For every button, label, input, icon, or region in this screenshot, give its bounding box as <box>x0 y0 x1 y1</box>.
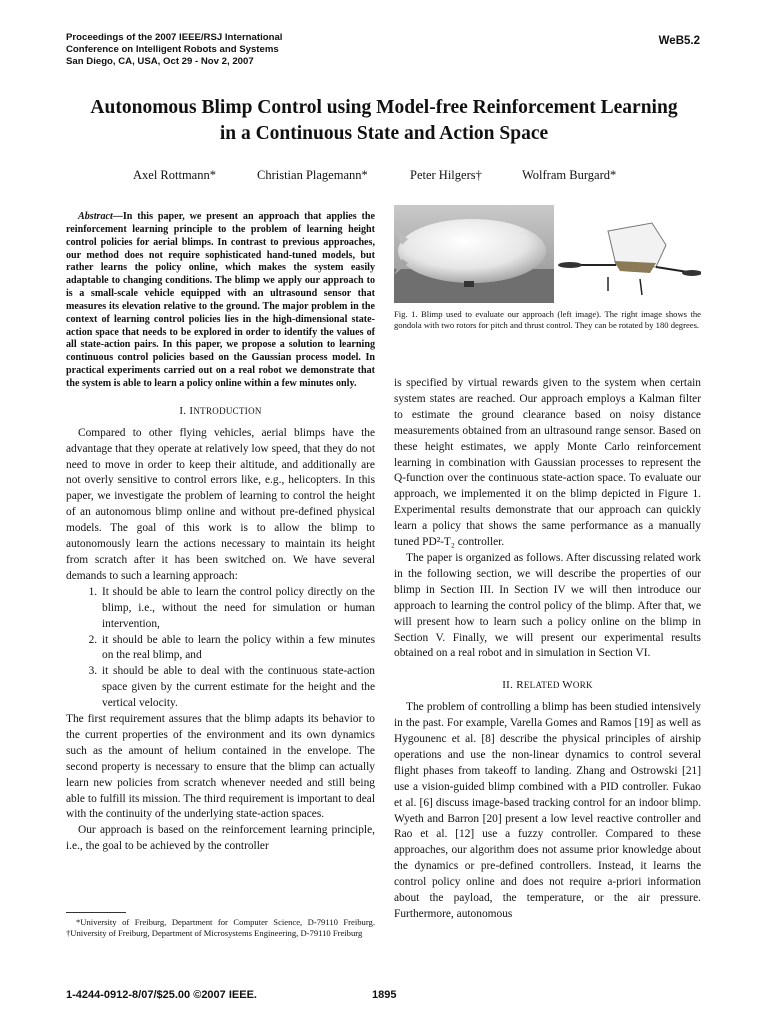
heading-initial: W <box>562 679 573 692</box>
paper-title <box>40 95 728 147</box>
footnote-rule <box>66 912 126 913</box>
heading-initial: R <box>516 679 524 692</box>
section-heading-related-work <box>394 678 701 694</box>
rotor-blade <box>558 262 582 268</box>
title-line: Autonomous Blimp Control using Model-free Reinforcement Learning <box>90 97 678 118</box>
blimp-gondola <box>464 281 474 287</box>
blimp-envelope <box>398 219 546 283</box>
section-numeral: I. <box>179 404 187 417</box>
figure-1-caption: Fig. 1. Blimp used to evaluate our approach (left image). The right image shows the gondola with two rotors for pitch and thrust control. They can be rotated by 180 degrees. <box>394 309 701 331</box>
intro-paragraph: Our approach is based on the reinforcement learning principle, i.e., the goal to be achieved by the controller <box>66 824 375 853</box>
section-heading-introduction <box>66 404 375 420</box>
abstract <box>66 211 375 391</box>
title-line: in a Continuous State and Action Space <box>219 123 549 144</box>
heading-rest: NTRODUCTION <box>193 405 262 416</box>
session-code: WeB5.2 <box>658 35 700 47</box>
intro-paragraph: Compared to other flying vehicles, aerial blimps have the advantage that they operate at relatively low speed, that they do not need to move in order to keep their altitude, and additionally are not overly sensitive to control errors like, e.g., helicopters. In this paper, we investigate the problem of learning to control the height of an autonomous blimp online and without pre-defined physical models. The goal of this work is to allow the blimp to autonomously learn the actions necessary to maintain its height from scratch after it has been switched on. We have several demands to such a learning approach: <box>66 426 375 582</box>
author: Wolfram Burgard* <box>522 168 617 182</box>
right-column <box>394 376 701 923</box>
abstract-label: Abstract— <box>78 211 123 222</box>
figure-1-image <box>394 205 701 303</box>
proceedings-line: Proceedings of the 2007 IEEE/RSJ International <box>66 32 283 43</box>
author: Peter Hilgers† <box>410 168 482 182</box>
author: Christian Plagemann* <box>257 168 368 182</box>
left-column <box>66 211 375 855</box>
heading-initial: I <box>189 404 194 417</box>
heading-rest: ORK <box>572 680 593 691</box>
author: Axel Rottmann* <box>133 168 216 182</box>
footnote-text: *University of Freiburg, Department for Computer Science, D-79110 Freiburg. †University of Freiburg, Department of Microsystems Engineering, D-79110 Freiburg <box>66 917 375 938</box>
abstract-text: In this paper, we present an approach that applies the reinforcement learning principle to the problem of learning height control policies for aerial blimps. In contrast to previous approaches, our method does not require sophisticated hand-tuned models, but rather learns the policy online, which makes the system easily adaptable to changing conditions. The blimp we apply our approach to is a small-scale vehicle equipped with an ultrasound sensor that measures its elevation relative to the ground. The major problem in the context of learning control policies lies in the high-dimensional state-action space that needs to be explored in order to identify the values of all state-action pairs. In this paper, we propose a solution to learning continuous control policies based on the Gaussian process model. In practical experiments carried out on a real robot we demonstrate that the system is able to learn a policy online within a few minutes only. <box>66 211 375 389</box>
requirement-item: 2. it should be able to learn the policy within a few minutes on the real blimp, and <box>100 633 375 665</box>
intro-paragraph: The first requirement assures that the blimp adapts its behavior to the current properties of the environment and its own dynamics such as the amount of helium contained in the envelope. The second property is necessary to ensure that the blimp can actually learn new policies from scratch whenever needed and still being able to fulfill its mission. The third requirement is important to deal with the continuity of the underlying state-action spaces. <box>66 713 375 821</box>
affiliation-footnote <box>66 912 375 939</box>
related-work-paragraph: The problem of controlling a blimp has been studied intensively in the past. For example, Varella Gomes and Ramos [19] as well as Hygounenc et al. [8] describe the physical principles of airship operations and use the non-linear dynamics to control several flight phases from takeoff to landing. Zhang and Ostrowski [21] use a vision-guided blimp combined with a PID controller. Fukao et al. [6] discuss image-based tracking control for an indoor blimp. Wyeth and Barron [20] present a low level reactive controller and Rao et al. [12] use a fuzzy controller. Compared to these approaches, our algorithm does not assume prior knowledge about the dynamics or pre-defined controllers. Instead, it learns the control policy online and does not require a-priori information about the payload, the temperature, or the air pressure. Furthermore, autonomous <box>394 701 701 920</box>
page-number: 1895 <box>372 989 397 1001</box>
requirement-item: 1. It should be able to learn the control policy directly on the blimp, i.e., without the need for simulation or human intervention, <box>100 585 375 633</box>
copyright-line: 1-4244-0912-8/07/$25.00 ©2007 IEEE. <box>66 989 257 1001</box>
intro-paragraph: is specified by virtual rewards given to the system when certain system states are reached. Our approach employs a Kalman filter to estimate the ground clearance based on noisy distance measurements obtained from an ultrasound range sensor. Based on these height estimates, we apply Monte Carlo reinforcement learning in combination with Gaussian processes to represent the Q-function over the continuous state-action space. To evaluate our approach, we implemented it on the blimp depicted in Figure 1. Experimental results demonstrate that our approach can quickly learn a policy that shows the same performance as a manually tuned PD²-T₂ controller. <box>394 377 701 549</box>
section-numeral: II. <box>502 679 514 692</box>
requirement-item: 3. it should be able to deal with the continuous state-action space given by the current estimate for the height and the vertical velocity. <box>100 664 375 712</box>
intro-paragraph: The paper is organized as follows. After discussing related work in the following section, we will describe the properties of our blimp in Section III. In Section IV we will then introduce our approach to learning the control policy of the blimp. After that, we will present how to learn such a policy online on the blimp in Section V. Finally, we will present our experimental results obtained on a real robot and in simulation in Section VI. <box>394 551 701 660</box>
proceedings-line: San Diego, CA, USA, Oct 29 - Nov 2, 2007 <box>66 56 254 67</box>
proceedings-header <box>66 32 366 68</box>
requirements-list <box>66 585 375 712</box>
proceedings-line: Conference on Intelligent Robots and Systems <box>66 44 279 55</box>
heading-rest: ELATED <box>523 680 563 691</box>
